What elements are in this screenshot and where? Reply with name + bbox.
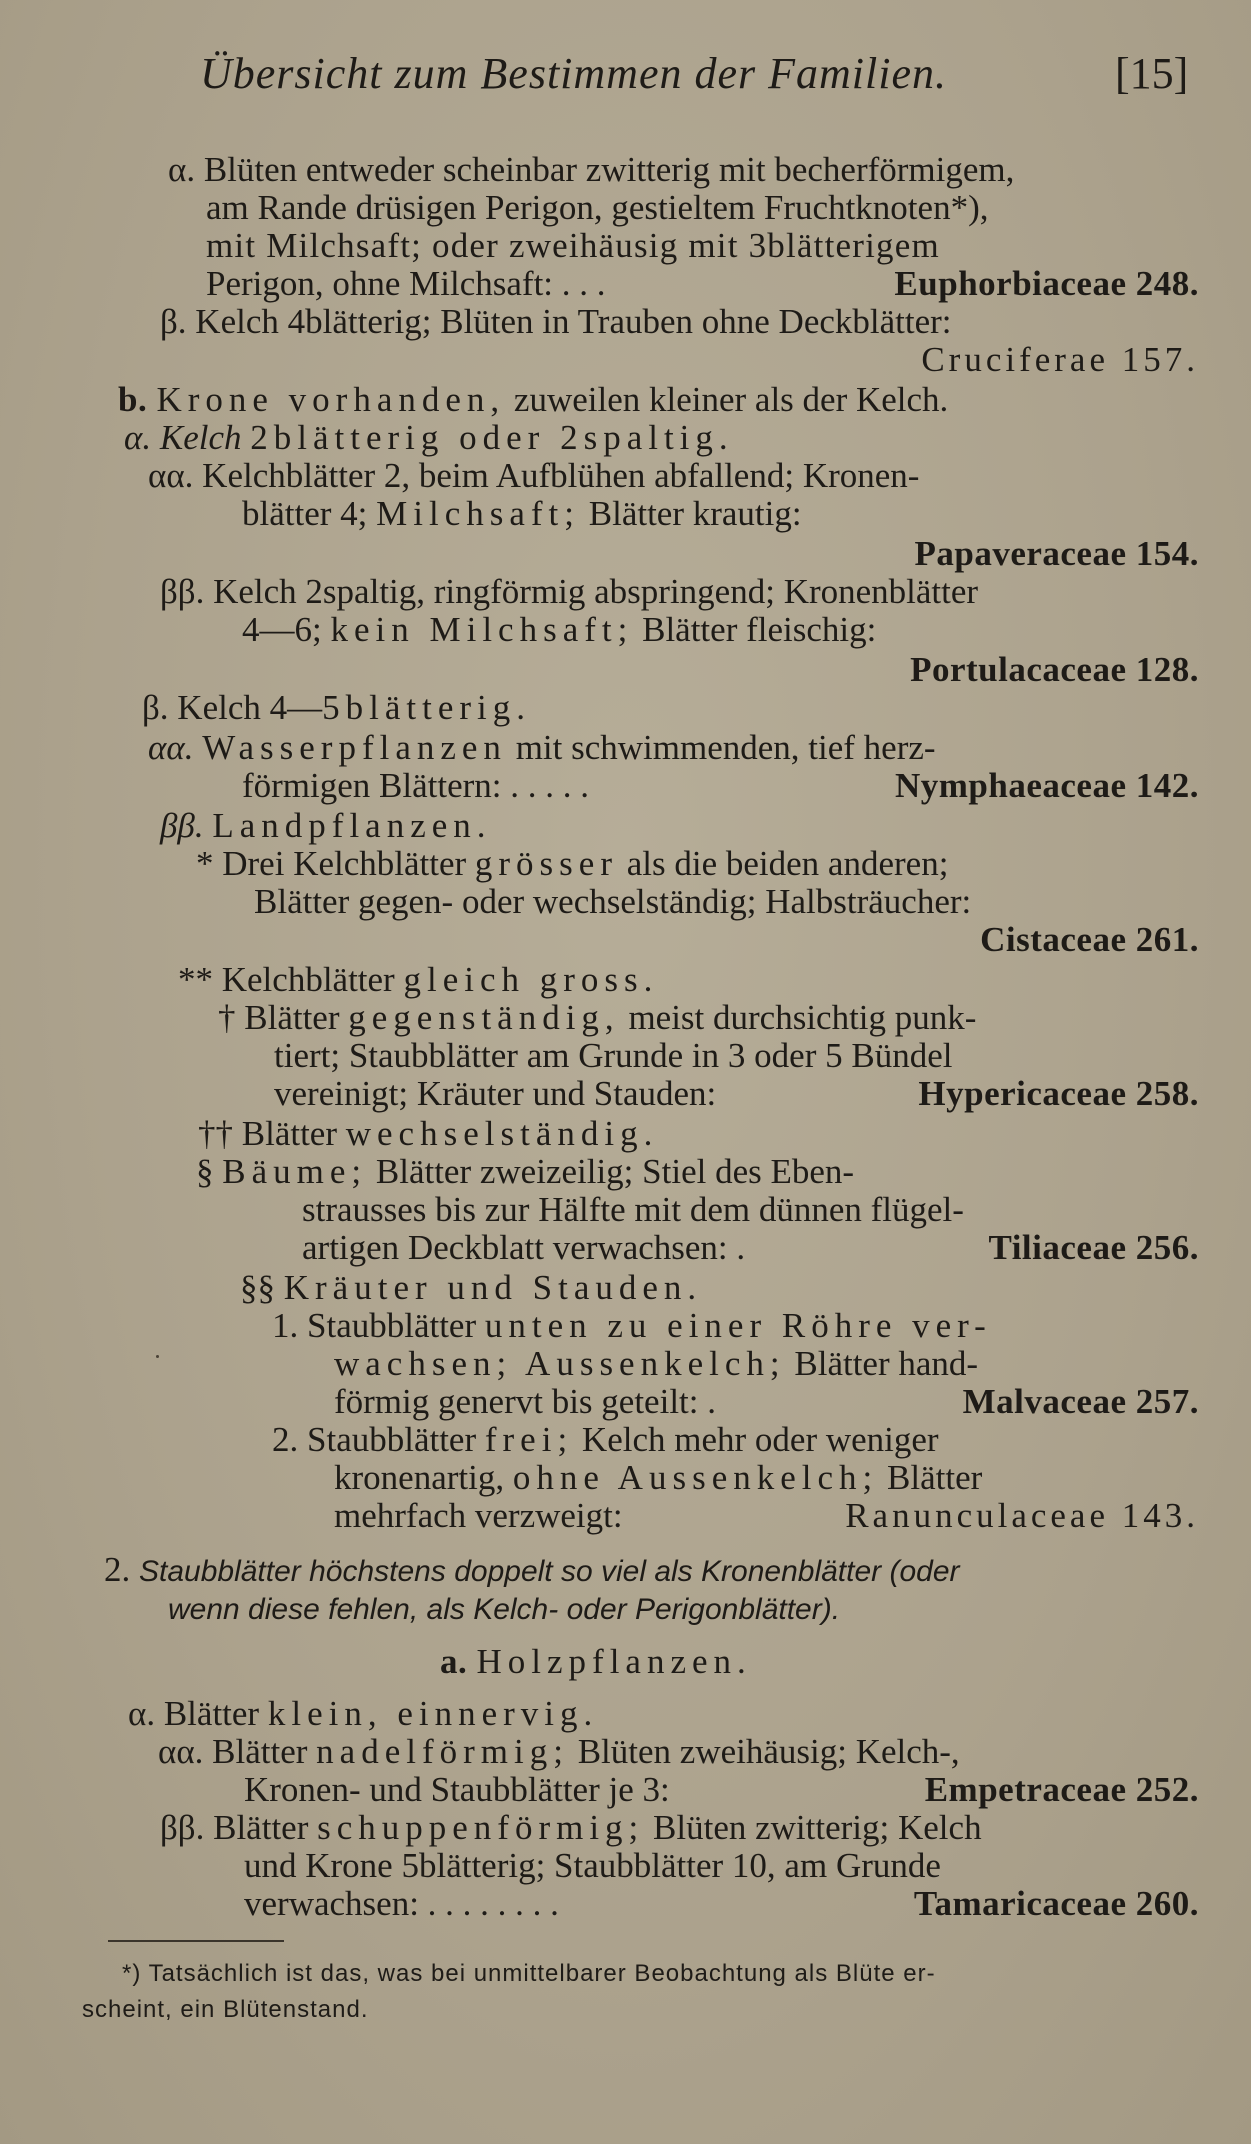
key-line: vereinigt; Kräuter und Stauden: [274,1074,717,1113]
key-line: wachsen; Aussenkelch; Blätter hand- [334,1344,979,1383]
key-line: mit Milchsaft; oder zweihäusig mit 3blätterigem [206,226,940,265]
key-line: § Bäume; Blätter zweizeilig; Stiel des Eben- [196,1152,855,1191]
key-line: verwachsen: . . . . . . . . [244,1884,559,1923]
family-name: Nymphaeaceae 142. [894,766,1199,805]
key-line: Kronen- und Staubblätter je 3: [244,1770,670,1809]
key-line: artigen Deckblatt verwachsen: . [302,1228,746,1267]
section-heading: wenn diese fehlen, als Kelch- oder Perigonblätter). [168,1593,841,1626]
key-line: kronenartig, ohne Aussenkelch; Blätter [334,1458,983,1497]
footnote-rule [108,1940,284,1942]
page-header-title: Übersicht zum Bestimmen der Familien. [200,49,947,98]
family-name: Hypericaceae 258. [918,1074,1199,1113]
key-line: tiert; Staubblätter am Grunde in 3 oder 5 Bündel [274,1036,953,1075]
page-number: [15] [1115,49,1189,98]
subsection-heading: a. Holzpflanzen. [440,1642,752,1681]
key-line: αα. Blätter nadelförmig; Blüten zweihäusig; Kelch-, [158,1732,960,1771]
key-line: Blätter gegen- oder wechselständig; Halbsträucher: [254,882,972,921]
key-line: am Rande drüsigen Perigon, gestieltem Fruchtknoten*), [206,188,989,227]
key-line: §§ Kräuter und Stauden. [240,1268,703,1307]
key-line: und Krone 5blätterig; Staubblätter 10, am Grunde [244,1846,941,1885]
key-line: † Blätter gegenständig, meist durchsichtig punk- [218,998,977,1037]
key-line: 2. Staubblätter frei; Kelch mehr oder weniger [272,1420,939,1459]
key-line: α. Kelch 2blätterig oder 2spaltig. [124,418,734,457]
key-line: αα. Kelchblätter 2, beim Aufblühen abfallend; Kronen- [148,456,920,495]
speck [156,1355,159,1358]
section-heading: 2. Staubblätter höchstens doppelt so viel als Kronenblätter (oder [104,1550,960,1589]
footnote-line: *) Tatsächlich ist das, was bei unmittelbarer Beobachtung als Blüte er- [122,1960,936,1987]
key-line: förmigen Blättern: . . . . . [242,766,590,805]
key-line: blätter 4; Milchsaft; Blätter krautig: [242,494,802,533]
key-line: †† Blätter wechselständig. [198,1114,659,1153]
family-name: Empetraceae 252. [924,1770,1199,1809]
family-name: Portulacaceae 128. [910,650,1199,689]
key-line: ββ. Kelch 2spaltig, ringförmig abspringend; Kronenblätter [160,572,979,611]
family-name: Cruciferae 157. [921,340,1199,379]
key-line: ββ. Landpflanzen. [160,806,492,845]
key-line: α. Blüten entweder scheinbar zwitterig mit becherförmigem, [168,150,1015,189]
key-line: b. Krone vorhanden, zuweilen kleiner als der Kelch. [118,380,949,419]
family-name: Euphorbiaceae 248. [894,264,1199,303]
key-line: β. Kelch 4blätterig; Blüten in Trauben ohne Deckblätter: [160,302,952,341]
key-line: αα. Wasserpflanzen mit schwimmenden, tief herz- [148,728,936,767]
key-line: ββ. Blätter schuppenförmig; Blüten zwitterig; Kelch [160,1808,982,1847]
key-line: Perigon, ohne Milchsaft: . . . [206,264,606,303]
key-line: * Drei Kelchblätter grösser als die beiden anderen; [196,844,949,883]
family-name: Cistaceae 261. [980,920,1199,959]
family-name: Ranunculaceae 143. [845,1496,1199,1535]
family-name: Papaveraceae 154. [914,534,1199,573]
key-line: strausses bis zur Hälfte mit dem dünnen flügel- [302,1190,964,1229]
key-line: mehrfach verzweigt: [334,1496,623,1535]
footnote-line: scheint, ein Blütenstand. [82,1996,369,2023]
key-line: β. Kelch 4—5blätterig. [142,688,532,727]
family-name: Malvaceae 257. [962,1382,1199,1421]
key-line: α. Blätter klein, einnervig. [128,1694,599,1733]
key-line: 1. Staubblätter unten zu einer Röhre ver- [272,1306,992,1345]
key-line: 4—6; kein Milchsaft; Blätter fleischig: [242,610,877,649]
key-line: ** Kelchblätter gleich gross. [178,960,659,999]
family-name: Tamaricaceae 260. [913,1884,1199,1923]
family-name: Tiliaceae 256. [988,1228,1199,1267]
key-line: förmig genervt bis geteilt: . [334,1382,716,1421]
